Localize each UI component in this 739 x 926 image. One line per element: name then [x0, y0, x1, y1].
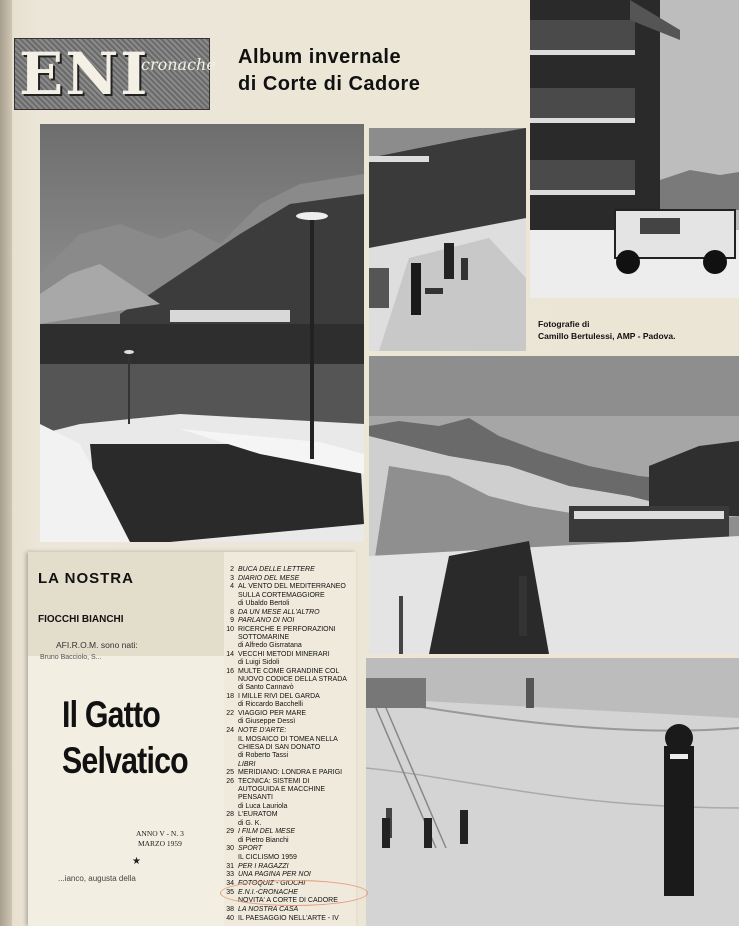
augusta-text: ...ianco, augusta della — [58, 874, 136, 883]
toc-title: I FILM DEL MESE — [238, 828, 296, 836]
toc-page-number: 40 — [226, 914, 234, 922]
toc-entry — [224, 845, 352, 853]
toc-page-number: 33 — [226, 871, 234, 879]
toc-entry-body — [238, 854, 352, 862]
toc-list — [224, 566, 352, 924]
toc-entry — [224, 915, 352, 923]
toc-entry — [224, 828, 352, 844]
credit-line-1: Fotografie di — [538, 319, 590, 329]
toc-title: IL MOSAICO DI TOMEA NELLA CHIESA DI SAN DONATO — [238, 735, 338, 751]
toc-page-number: 22 — [226, 709, 234, 717]
masthead-brand: ENI — [19, 40, 150, 108]
afirom-text: AFI.R.O.M. sono nati: — [56, 640, 138, 650]
toc-author: di Alfredo Gisrratana — [238, 642, 302, 650]
toc-entry — [224, 575, 352, 583]
toc-title: VECCHI METODI MINERARI — [238, 651, 330, 659]
toc-page-number: 38 — [226, 906, 234, 914]
toc-page-number: 34 — [226, 880, 234, 888]
toc-page-number: 10 — [226, 625, 234, 633]
toc-page-number: 2 — [230, 566, 234, 573]
toc-author: di Luca Lauriola — [238, 802, 288, 810]
toc-author: di Roberto Tassi — [238, 751, 289, 759]
issue-number: ANNO V - N. 3 — [136, 829, 184, 838]
toc-page-number: 35 — [226, 888, 234, 896]
toc-title: UNA PAGINA PER NOI — [238, 871, 311, 879]
toc-page-number: 29 — [226, 828, 234, 836]
toc-title: LA NOSTRA CASA — [238, 906, 299, 914]
gatto-selvatico-title — [62, 692, 193, 784]
toc-title: LIBRI — [238, 760, 256, 768]
toc-entry-body — [238, 617, 352, 625]
highlight-circle — [220, 880, 368, 906]
toc-entry-body — [238, 811, 352, 827]
toc-entry-body — [238, 915, 352, 923]
toc-entry-body — [238, 871, 352, 879]
star-icon: ★ — [132, 856, 141, 867]
toc-title: AL VENTO DEL MEDITERRANEO SULLA CORTEMAGGIORE — [238, 583, 346, 599]
toc-page-number: 4 — [230, 583, 234, 591]
masthead-logo — [14, 38, 216, 110]
toc-entry-body — [238, 710, 352, 726]
toc-title: DIARIO DEL MESE — [238, 574, 300, 582]
toc-entry-body — [238, 609, 352, 617]
photo-credit — [538, 318, 728, 342]
toc-title: DA UN MESE ALL'ALTRO — [238, 608, 320, 616]
toc-title: L'EURATOM — [238, 811, 278, 819]
toc-entry — [224, 811, 352, 827]
toc-page-number: 30 — [226, 845, 234, 853]
toc-entry-body — [238, 583, 352, 608]
toc-entry-body — [238, 668, 352, 693]
toc-entry — [224, 668, 352, 693]
toc-entry — [224, 727, 352, 735]
title-line-1: Album invernale — [238, 46, 402, 68]
toc-entry-body — [238, 727, 352, 735]
toc-author: di Ubaldo Bertoli — [238, 599, 290, 607]
toc-entry — [224, 617, 352, 625]
toc-entry — [224, 710, 352, 726]
toc-entry — [224, 769, 352, 777]
toc-author: di Pietro Bianchi — [238, 836, 289, 844]
toc-page-number — [224, 736, 238, 761]
toc-title: PARLANO DI NOI — [238, 617, 295, 625]
toc-title: TECNICA: SISTEMI DI AUTOGUIDA E MACCHINE PENSANTI — [238, 778, 325, 802]
toc-page-number: 9 — [230, 617, 234, 625]
page-title — [238, 44, 498, 98]
photo-dolomites-panorama — [369, 356, 739, 654]
bruno-text: Bruno Bacciolo, S... — [40, 654, 102, 661]
toc-title: BUCA DELLE LETTERE — [238, 566, 315, 573]
toc-title: E.N.I.-CRONACHE — [238, 888, 298, 896]
toc-entry — [224, 906, 352, 914]
la-nostra-heading: LA NOSTRA — [38, 570, 134, 587]
toc-entry-body — [238, 863, 352, 871]
toc-title: IL CICLISMO 1959 — [238, 853, 297, 861]
gatto-line-1: Il Gatto — [62, 694, 160, 735]
issue-date: MARZO 1959 — [137, 839, 182, 848]
toc-title: FOTOQUIZ - GIOCHI — [238, 880, 306, 888]
toc-entry-body — [238, 845, 352, 853]
toc-page-number: 26 — [226, 778, 234, 786]
toc-entry-body — [238, 575, 352, 583]
toc-page-number: 24 — [226, 726, 234, 734]
toc-author: di Giuseppe Dessì — [238, 718, 296, 726]
toc-entry-body — [238, 828, 352, 844]
toc-entry — [224, 566, 352, 574]
toc-title: PER I RAGAZZI — [238, 862, 289, 870]
table-of-contents-card — [28, 552, 356, 926]
toc-author: di Santo Cannavò — [238, 684, 294, 692]
page-binding — [0, 0, 12, 926]
toc-page-number — [224, 854, 238, 862]
toc-title: VIAGGIO PER MARE — [238, 709, 307, 717]
toc-entry — [224, 778, 352, 811]
toc-title: MERIDIANO: LONDRA E PARIGI — [238, 769, 343, 777]
toc-entry-body — [238, 906, 352, 914]
toc-entry — [224, 854, 352, 862]
toc-page-number: 14 — [226, 651, 234, 659]
toc-page-number: 28 — [226, 811, 234, 819]
fiocchi-bianchi-heading: FIOCCHI BIANCHI — [38, 614, 124, 625]
toc-page-number: 18 — [226, 693, 234, 701]
photo-ski-slope — [366, 658, 739, 926]
toc-entry — [224, 609, 352, 617]
toc-entry-body — [238, 761, 352, 769]
toc-entry-body — [238, 769, 352, 777]
toc-entry-body — [238, 566, 352, 574]
toc-title: IL PAESAGGIO NELL'ARTE - IV — [238, 914, 339, 922]
toc-author: di Riccardo Bacchelli — [238, 701, 303, 709]
toc-entry-body — [238, 651, 352, 667]
toc-page-number — [224, 761, 238, 769]
toc-entry-body — [238, 693, 352, 709]
issue-info — [136, 829, 184, 849]
toc-entry-body — [238, 626, 352, 651]
toc-entry — [224, 583, 352, 608]
toc-page-number: 16 — [226, 667, 234, 675]
toc-page-number: 31 — [226, 862, 234, 870]
toc-entry-body — [238, 736, 352, 761]
toc-entry — [224, 863, 352, 871]
toc-author: di Luigi Sidoli — [238, 659, 280, 667]
toc-title: RICERCHE E PERFORAZIONI SOTTOMARINE — [238, 625, 336, 642]
toc-entry — [224, 693, 352, 709]
photo-building-jeep — [530, 0, 739, 298]
photo-mountain-road — [40, 124, 364, 542]
toc-title: MULTE COME GRANDINE COL NUOVO CODICE DELLA STRADA — [238, 667, 347, 684]
gatto-line-2: Selvatico — [62, 740, 188, 781]
toc-title: I MILLE RIVI DEL GARDA — [238, 693, 320, 701]
toc-entry — [224, 761, 352, 769]
toc-page-number: 3 — [230, 574, 234, 582]
photo-sledding-path — [369, 128, 526, 351]
toc-page-number: 8 — [230, 608, 234, 616]
toc-title: NOVITA' A CORTE DI CADORE — [238, 897, 338, 905]
toc-entry-body — [238, 778, 352, 811]
toc-entry — [224, 651, 352, 667]
title-line-2: di Corte di Cadore — [238, 73, 421, 95]
toc-title: NOTE D'ARTE: — [238, 726, 287, 734]
toc-title: SPORT — [238, 845, 262, 853]
toc-entry — [224, 626, 352, 651]
masthead-subtitle: cronache — [141, 55, 216, 74]
credit-line-2: Camillo Bertulessi, AMP - Padova. — [538, 331, 676, 341]
toc-left-panel — [28, 552, 224, 926]
toc-author: di G. K. — [238, 819, 262, 827]
toc-entry — [224, 871, 352, 879]
toc-page-number: 25 — [226, 769, 234, 777]
toc-entry — [224, 736, 352, 761]
